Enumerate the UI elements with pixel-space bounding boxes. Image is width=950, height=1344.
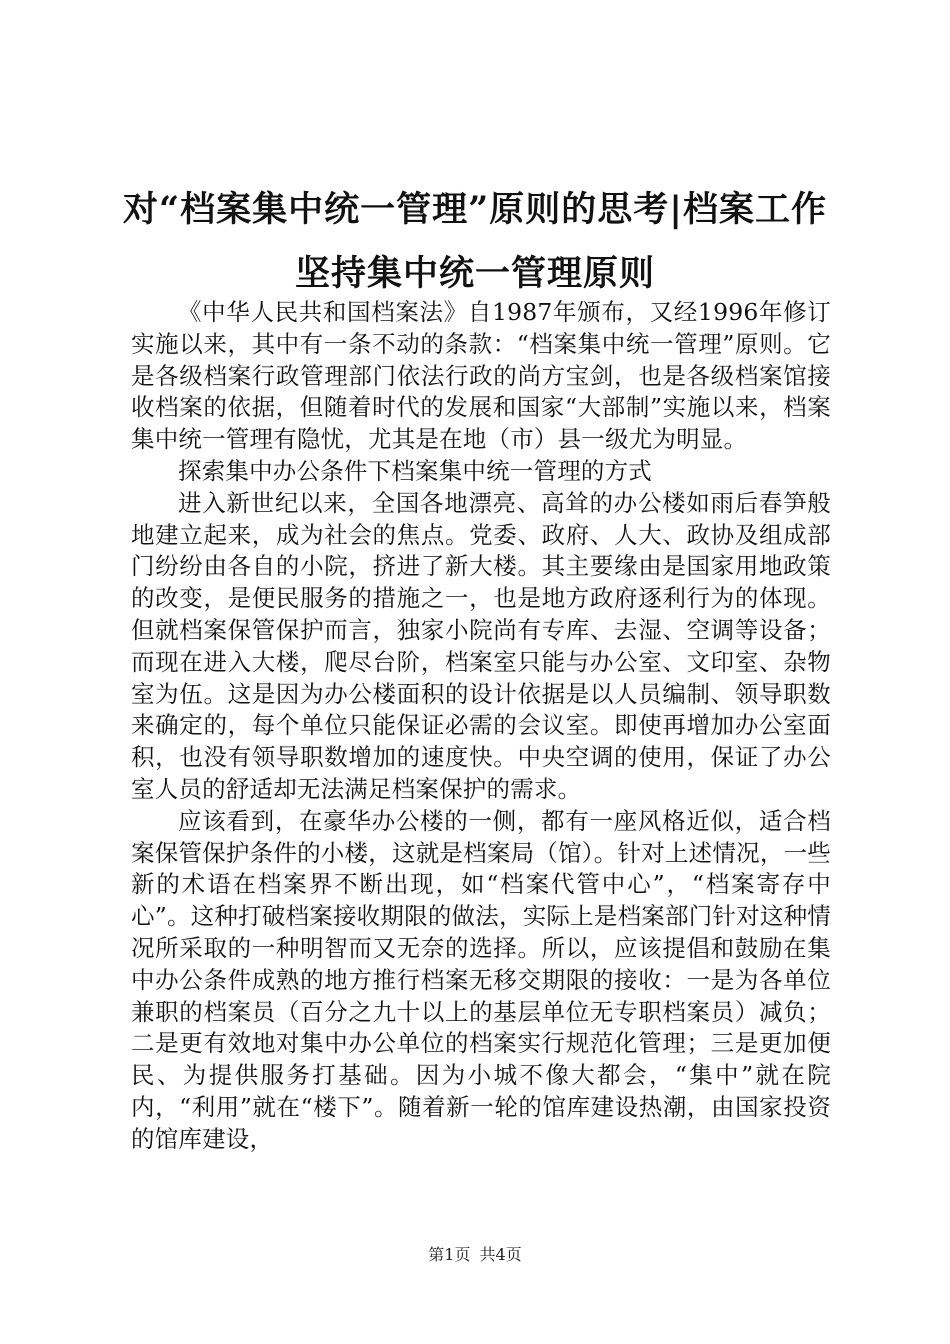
section-heading: 探索集中办公条件下档案集中统一管理的方式 — [178, 456, 652, 485]
paragraph-intro: 《中华人民共和国档案法》自1987年颁布，又经1996年修订实施以来，其中有一条不动的条款：“档案集中统一管理”原则。它是各级档案行政管理部门依法行政的尚方宝剑，也是各级档案馆接收档案的依据，但随着时代的发展和国家“大部制”实施以来，档案集中统一管理有隐忧，尤其是在地（市）县一级尤为明显。 — [131, 298, 831, 454]
paragraph-office-buildings: 进入新世纪以来，全国各地漂亮、高耸的办公楼如雨后春笋般地建立起来，成为社会的焦点。党委、政府、人大、政协及组成部门纷纷由各自的小院，挤进了新大楼。其主要缘由是国家用地政策的改变，是便民服务的措施之一，也是地方政府逐利行为的体现。但就档案保管保护而言，独家小院尚有专库、去湿、空调等设备；而现在进入大楼，爬尽台阶，档案室只能与办公室、文印室、杂物室为伍。这是因为办公楼面积的设计依据是以人员编制、领导职数来确定的，每个单位只能保证必需的会议室。即使再增加办公室面积，也没有领导职数增加的速度快。中央空调的使用，保证了办公室人员的舒适却无法满足档案保护的需求。 — [131, 488, 831, 803]
page-number: 第1页 — [428, 1245, 471, 1264]
document-title: 对“档案集中统一管理”原则的思考|档案工作坚持集中统一管理原则 — [123, 189, 827, 294]
page-total: 共4页 — [479, 1245, 522, 1264]
paragraph-archive-custody: 应该看到，在豪华办公楼的一侧，都有一座风格近似，适合档案保管保护条件的小楼，这就是档案局（馆）。针对上述情况，一些新的术语在档案界不断出现，如“档案代管中心”，“档案寄存中心”。这种打破档案接收期限的做法，实际上是档案部门针对这种情况所采取的一种明智而又无奈的选择。所以，应该提倡和鼓励在集中办公条件成熟的地方推行档案无移交期限的接收：一是为各单位兼职的档案员（百分之九十以上的基层单位无专职档案员）减负；二是更有效地对集中办公单位的档案实行规范化管理；三是更加便民、为提供服务打基础。因为小城不像大都会，“集中”就在院内，“利用”就在“楼下”。随着新一轮的馆库建设热潮，由国家投资的馆库建设， — [131, 806, 831, 1153]
document-body — [131, 297, 831, 1156]
page-footer — [0, 1245, 950, 1265]
